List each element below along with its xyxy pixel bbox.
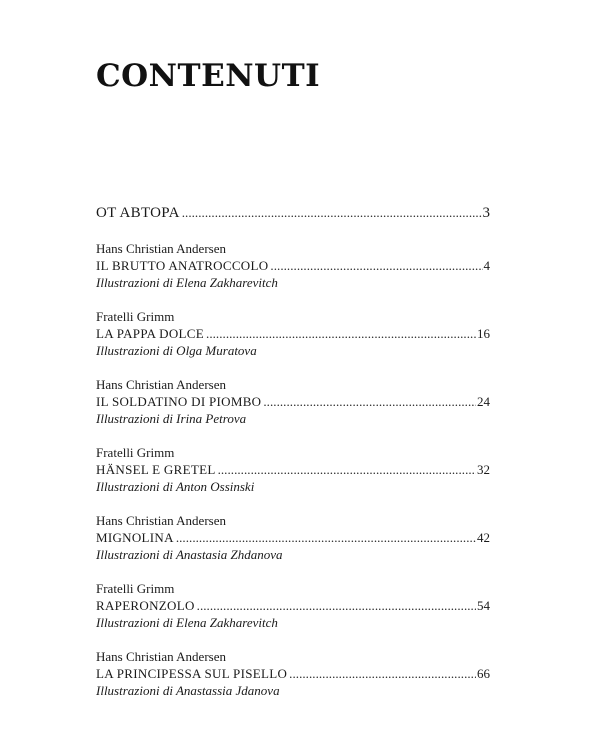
page-number: 66 [477, 666, 490, 681]
toc-entry [96, 444, 490, 495]
author-name: Hans Christian Andersen [96, 649, 226, 664]
toc-line [96, 204, 490, 221]
page-number: 4 [483, 258, 490, 273]
story-title: RAPERONZOLO [96, 598, 195, 613]
illustrator-credit: Illustrazioni di Olga Muratova [96, 343, 257, 358]
page-title: CONTENUTI [96, 58, 321, 94]
dot-leader [206, 325, 476, 342]
toc-line [96, 529, 490, 546]
story-title: HÄNSEL E GRETEL [96, 462, 216, 477]
story-title: IL SOLDATINO DI PIOMBO [96, 394, 262, 409]
toc-entry [96, 376, 490, 427]
toc-line [96, 325, 490, 342]
page-number: 24 [477, 394, 490, 409]
author-name: Hans Christian Andersen [96, 513, 226, 528]
page-number: 3 [482, 205, 490, 221]
dot-leader [263, 393, 476, 410]
story-title: LA PAPPA DOLCE [96, 326, 205, 341]
author-name: Fratelli Grimm [96, 581, 175, 596]
illustrator-credit: Illustrazioni di Anastasia Zhdanova [96, 547, 283, 562]
illustrator-credit: Illustrazioni di Anton Ossinski [96, 479, 255, 494]
toc-entry [96, 648, 490, 699]
author-name: Hans Christian Andersen [96, 241, 226, 256]
illustrator-credit: Illustrazioni di Elena Zakharevitch [96, 615, 278, 630]
toc-entry [96, 580, 490, 631]
toc-line [96, 665, 490, 682]
story-title: MIGNOLINA [96, 530, 174, 545]
toc-line [96, 257, 490, 274]
story-title: OT ABTOPA [96, 205, 180, 221]
dot-leader [182, 204, 482, 221]
author-name: Hans Christian Andersen [96, 377, 226, 392]
illustrator-credit: Illustrazioni di Anastassia Jdanova [96, 683, 280, 698]
toc-entry-preface [96, 204, 490, 221]
author-name: Fratelli Grimm [96, 445, 175, 460]
author-name: Fratelli Grimm [96, 309, 175, 324]
dot-leader [176, 529, 476, 546]
page-number: 32 [477, 462, 490, 477]
dot-leader [197, 597, 476, 614]
toc-line [96, 393, 490, 410]
dot-leader [289, 665, 476, 682]
page-number: 54 [477, 598, 490, 613]
dot-leader [270, 257, 482, 274]
toc-entry [96, 308, 490, 359]
dot-leader [218, 461, 476, 478]
page-number: 42 [477, 530, 490, 545]
page-number: 16 [477, 326, 490, 341]
toc-entry [96, 240, 490, 291]
toc-entry [96, 512, 490, 563]
story-title: LA PRINCIPESSA SUL PISELLO [96, 666, 288, 681]
table-of-contents [96, 204, 490, 716]
illustrator-credit: Illustrazioni di Irina Petrova [96, 411, 247, 426]
illustrator-credit: Illustrazioni di Elena Zakharevitch [96, 275, 278, 290]
story-title: IL BRUTTO ANATROCCOLO [96, 258, 269, 273]
toc-line [96, 597, 490, 614]
toc-line [96, 461, 490, 478]
